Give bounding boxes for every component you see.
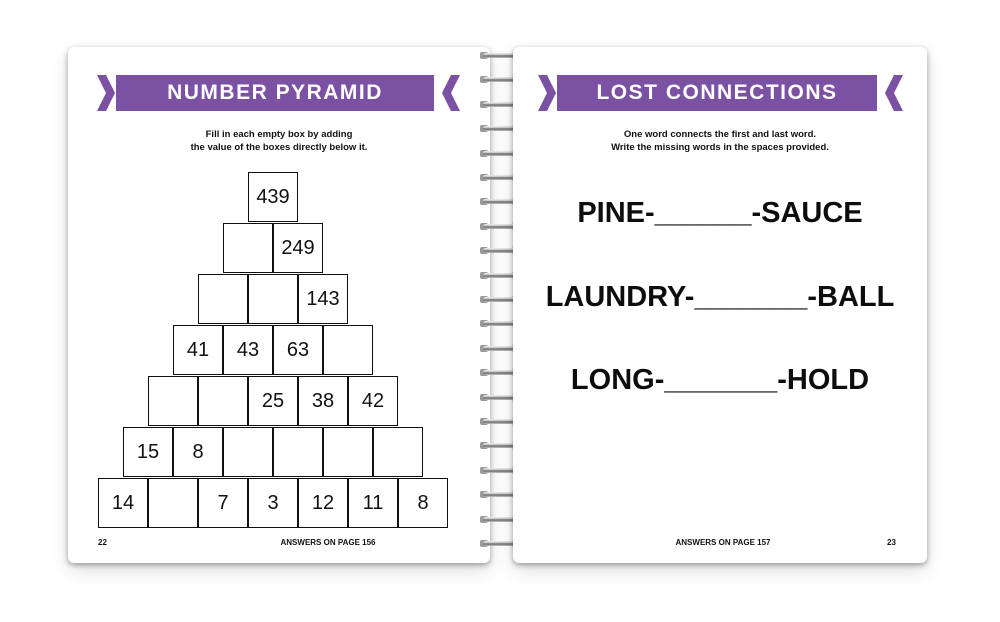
pyramid-cell: 43 xyxy=(223,325,273,375)
word-puzzle: LONG-_______-HOLD xyxy=(570,364,870,396)
instructions xyxy=(68,128,490,154)
instruction-line: Fill in each empty box by adding xyxy=(205,129,353,140)
pyramid-empty-cell[interactable] xyxy=(223,223,273,273)
right-page xyxy=(513,47,927,563)
instruction-line: One word connects the first and last word. xyxy=(623,129,817,140)
pyramid-empty-cell[interactable] xyxy=(198,376,248,426)
pyramid-empty-cell[interactable] xyxy=(223,427,273,477)
answers-note: ANSWERS ON PAGE 157 xyxy=(675,538,771,547)
pyramid-cell: 14 xyxy=(98,478,148,528)
answers-note: ANSWERS ON PAGE 156 xyxy=(280,538,376,547)
pyramid-empty-cell[interactable] xyxy=(198,274,248,324)
pyramid-cell: 143 xyxy=(298,274,348,324)
pyramid-cell: 63 xyxy=(273,325,323,375)
pyramid-cell: 11 xyxy=(348,478,398,528)
page-title: LOST CONNECTIONS xyxy=(557,75,877,111)
instruction-line: Write the missing words in the spaces provided. xyxy=(611,142,829,153)
pyramid-cell: 3 xyxy=(248,478,298,528)
pyramid-cell: 15 xyxy=(123,427,173,477)
pyramid-empty-cell[interactable] xyxy=(273,427,323,477)
pyramid-cell: 7 xyxy=(198,478,248,528)
pyramid-empty-cell[interactable] xyxy=(323,325,373,375)
page-title: NUMBER PYRAMID xyxy=(116,75,434,111)
right-chevron-icon xyxy=(438,75,460,111)
instructions xyxy=(513,128,927,154)
right-chevron-icon xyxy=(881,75,903,111)
word-puzzle: PINE-______-SAUCE xyxy=(577,197,863,229)
pyramid-cell: 42 xyxy=(348,376,398,426)
pyramid-empty-cell[interactable] xyxy=(373,427,423,477)
left-page xyxy=(68,47,490,563)
title-banner xyxy=(68,75,490,111)
pyramid-empty-cell[interactable] xyxy=(148,376,198,426)
pyramid-empty-cell[interactable] xyxy=(323,427,373,477)
title-banner xyxy=(513,75,927,111)
pyramid-cell: 38 xyxy=(298,376,348,426)
pyramid-cell: 8 xyxy=(173,427,223,477)
pyramid-empty-cell[interactable] xyxy=(248,274,298,324)
pyramid-cell: 41 xyxy=(173,325,223,375)
pyramid-empty-cell[interactable] xyxy=(148,478,198,528)
pyramid-cell: 25 xyxy=(248,376,298,426)
page-number: 22 xyxy=(98,538,107,547)
instruction-line: the value of the boxes directly below it. xyxy=(190,142,368,153)
pyramid-cell: 12 xyxy=(298,478,348,528)
pyramid-cell: 8 xyxy=(398,478,448,528)
page-number: 23 xyxy=(887,538,896,547)
pyramid-cell: 249 xyxy=(273,223,323,273)
word-puzzle: LAUNDRY-_______-BALL xyxy=(545,281,895,313)
pyramid-cell: 439 xyxy=(248,172,298,222)
